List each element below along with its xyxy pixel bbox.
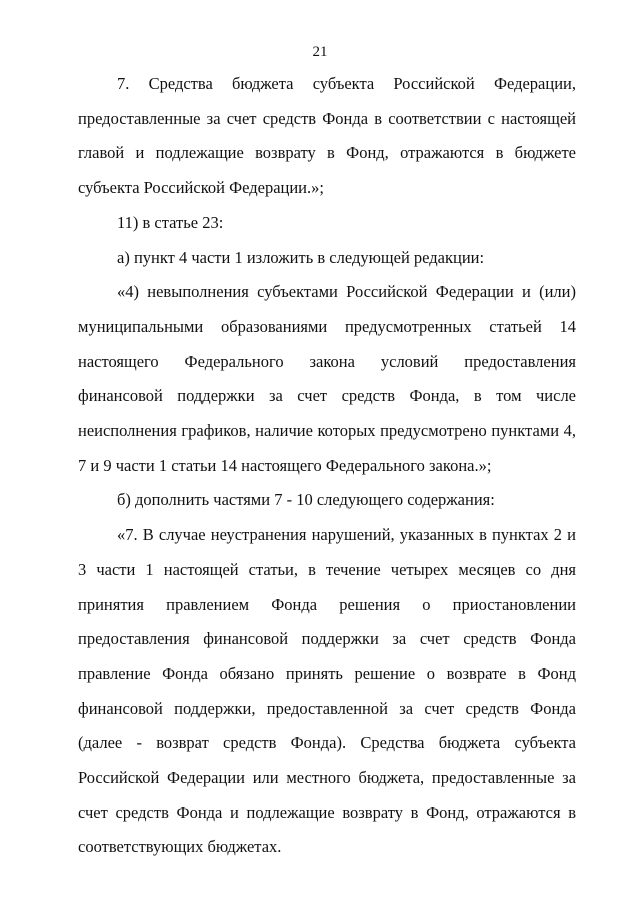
paragraph-item-7: 7. Средства бюджета субъекта Российской Федерации, предоставленные за счет средств Фонда в соответствии с настоящей главой и подлежащие возврату в Фонд, отражаются в бюджете субъекта Российской Федерации.»; (78, 74, 576, 198)
paragraph-subitem-b: б) дополнить частями 7 - 10 следующего содержания: (117, 490, 495, 510)
paragraph-article-23: 11) в статье 23: (117, 212, 224, 232)
paragraph-part-7: «7. В случае неустранения нарушений, указанных в пунктах 2 и 3 части 1 настоящей статьи, в течение четырех месяцев со дня принятия правлением Фонда решения о приостановлении предоставления финансовой поддержки за счет средств Фонда правление Фонда обязано принять решение о возврате в Фонд финансовой поддержки, предоставленной за счет средств Фонда (далее - возврат средств Фонда). Средства бюджета субъекта Российской Федерации или местного бюджета, предоставленные за счет средств Фонда и подлежащие возврату в Фонд, отражаются в соответствующих бюджетах. (78, 525, 576, 857)
document-body (78, 67, 576, 865)
page-number: 21 (312, 44, 328, 60)
paragraph-subitem-a: а) пункт 4 части 1 изложить в следующей редакции: (117, 247, 485, 267)
paragraph-point-4: «4) невыполнения субъектами Российской Федерации и (или) муниципальными образованиями предусмотренных статьей 14 настоящего Федерального закона условий предоставления финансовой поддержки за счет средств Фонда, в том числе неисполнения графиков, наличие которых предусмотрено пунктами 4, 7 и 9 части 1 статьи 14 настоящего Федерального закона.»; (78, 282, 576, 475)
